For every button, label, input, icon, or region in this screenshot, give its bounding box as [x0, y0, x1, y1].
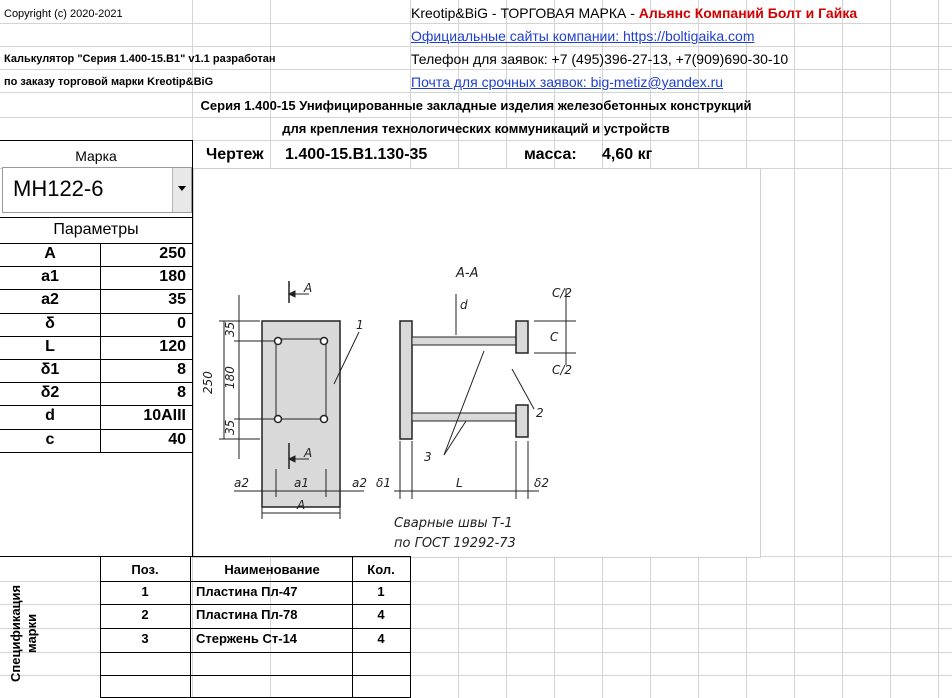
spec-pos: 3 — [141, 631, 149, 646]
spec-qty: 1 — [377, 584, 385, 599]
dim-180: 180 — [223, 366, 237, 389]
dim-35-bottom: 35 — [223, 419, 237, 435]
series-title-line1: Серия 1.400-15 Унифицированные закладные изделия железобетонных конструкций — [200, 98, 752, 113]
param-value[interactable]: 8 — [177, 384, 186, 402]
mark-select-value: МН122-6 — [13, 176, 104, 201]
spec-qty: 4 — [377, 631, 385, 646]
dim-35-top: 35 — [223, 321, 237, 337]
spec-header-pos: Поз. — [131, 562, 159, 577]
callout-1: 1 — [356, 318, 364, 332]
chevron-down-icon — [178, 186, 186, 191]
param-name: a2 — [41, 291, 59, 309]
spec-name: Стержень Ст-14 — [196, 631, 298, 646]
param-name: a1 — [41, 268, 59, 286]
dropdown-button[interactable] — [172, 168, 191, 212]
param-name: δ1 — [40, 361, 60, 378]
spec-pos: 1 — [141, 584, 149, 599]
param-value[interactable]: 180 — [159, 268, 186, 286]
lbl-c2-top: C/2 — [552, 286, 573, 300]
section-label: А-А — [456, 266, 479, 281]
spec-header-qty: Кол. — [367, 562, 395, 577]
param-name: A — [44, 245, 56, 262]
dim-a2-right: a2 — [352, 476, 367, 490]
mass-label: масса: — [524, 146, 577, 163]
drawing-number: 1.400-15.В1.130-35 — [285, 146, 428, 163]
dim-A: A — [297, 498, 306, 512]
weld-note-line2: по ГОСТ 19292-73 — [394, 536, 516, 551]
series-title-line2: для крепления технологических коммуникаций и устройств — [282, 121, 670, 136]
dim-total: 250 — [201, 371, 215, 394]
email-link[interactable]: Почта для срочных заявок: big-metiz@yandex.ru — [411, 74, 724, 90]
params-title: Параметры — [53, 221, 139, 238]
callout-3: 3 — [424, 450, 432, 464]
param-value[interactable]: 250 — [159, 245, 186, 262]
spec-name: Пластина Пл-78 — [196, 607, 298, 622]
dim-a1: a1 — [294, 476, 309, 490]
param-name: δ2 — [40, 384, 60, 402]
spec-name: Пластина Пл-47 — [196, 584, 298, 599]
spec-vertical-line2: марки — [24, 613, 39, 653]
param-value[interactable]: 10AIII — [143, 407, 186, 425]
param-name: d — [45, 407, 55, 425]
cut-label-bottom: A — [304, 446, 313, 460]
copyright-text: Copyright (c) 2020-2021 — [4, 8, 123, 20]
brand-alliance-name: Альянс Компаний Болт и Гайка — [638, 5, 858, 21]
lbl-c2-bottom: C/2 — [552, 363, 573, 377]
lbl-d: d — [460, 298, 468, 312]
mass-value: 4,60 кг — [602, 146, 653, 163]
weld-note-line1: Сварные швы Т-1 — [394, 516, 513, 531]
official-site-link[interactable]: Официальные сайты компании: https://boltigaika.com — [411, 28, 755, 44]
mark-label: Марка — [75, 148, 117, 164]
callout-2: 2 — [536, 406, 544, 420]
spec-pos: 2 — [141, 607, 149, 622]
technical-drawing — [193, 168, 761, 558]
param-value[interactable]: 40 — [168, 430, 186, 448]
drawing-label: Чертеж — [206, 146, 264, 163]
phone-text: Телефон для заявок: +7 (495)396-27-13, +7(909)690-30-10 — [411, 51, 789, 67]
spec-vertical-title — [8, 585, 40, 682]
lbl-L: L — [456, 476, 463, 490]
spec-vertical-line1: Спецификация — [8, 584, 23, 682]
param-name: δ — [45, 314, 55, 332]
param-name: L — [45, 337, 55, 355]
lbl-delta2: δ2 — [534, 476, 549, 490]
spec-qty: 4 — [377, 607, 385, 622]
brand-line — [411, 5, 857, 21]
lbl-delta1: δ1 — [376, 476, 391, 490]
order-info-text: по заказу торговой марки Kreotip&BiG — [4, 76, 214, 88]
spec-header-name: Наименование — [224, 562, 320, 577]
param-value[interactable]: 8 — [177, 361, 186, 378]
lbl-c: C — [550, 330, 559, 344]
brand-prefix: Kreotip&BiG - ТОРГОВАЯ МАРКА - — [411, 5, 639, 21]
param-value[interactable]: 0 — [177, 314, 186, 332]
dim-a2-left: a2 — [234, 476, 249, 490]
param-value[interactable]: 35 — [168, 291, 186, 309]
mark-select[interactable] — [2, 167, 192, 213]
cut-label-top: A — [304, 281, 313, 295]
param-value[interactable]: 120 — [159, 337, 186, 355]
calculator-info-text: Калькулятор "Серия 1.400-15.В1" v1.1 разработан — [4, 53, 276, 65]
param-name: c — [45, 430, 55, 448]
